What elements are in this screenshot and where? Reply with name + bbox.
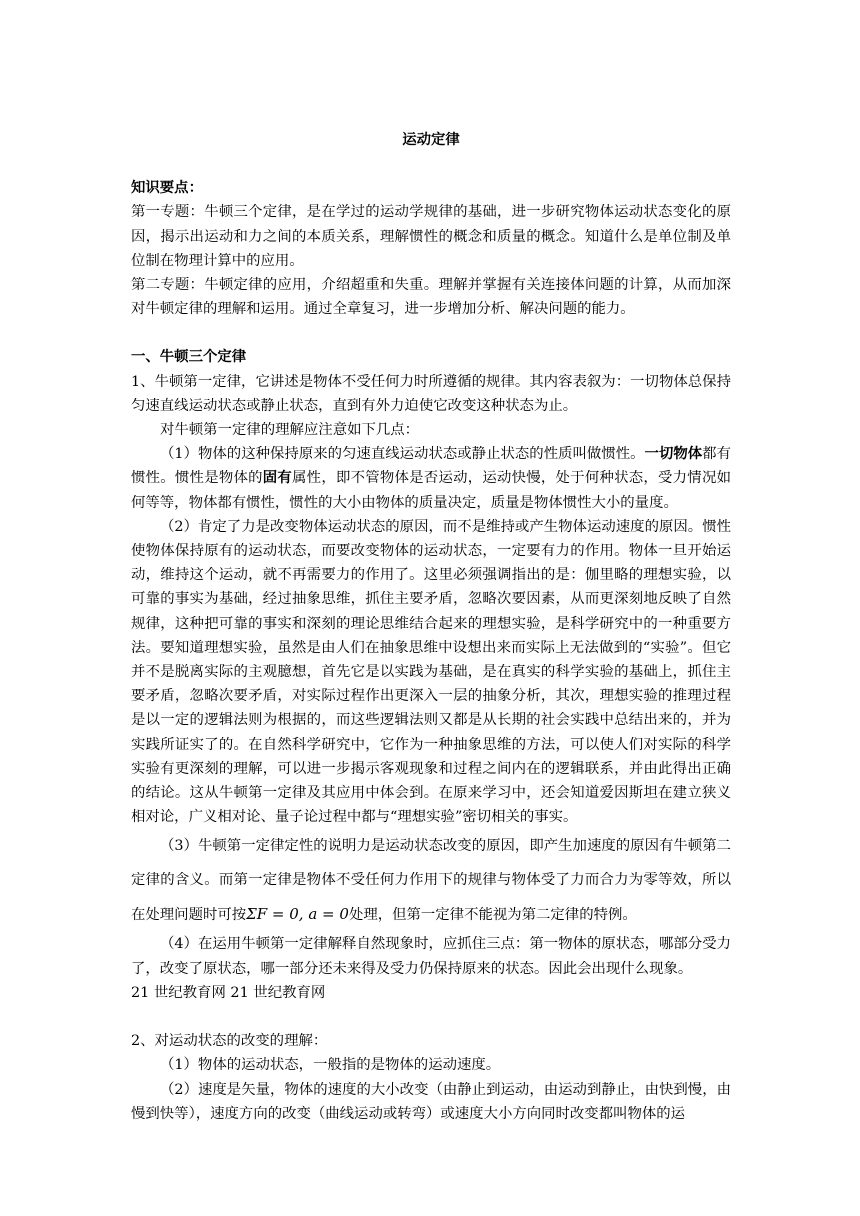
item-1-bold-b: 固有 [262,469,293,487]
item-1-text-b: 都有惯性。惯性是物体的 [131,446,731,487]
item-3-text-b: 处理，但第一定律不能视为第二定律的特例。 [348,907,637,924]
spacer [131,1005,731,1029]
motion-state-item-1: （1）物体的运动状态，一般指的是物体的运动速度。 [160,1057,501,1074]
knowledge-topic-2: 第二专题：牛顿定律的应用，介绍超重和失重。理解并掌握有关连接体问题的计算，从而加深对牛顿定律的理解和运用。通过全章复习，进一步增加分析、解决问题的能力。 [131,277,731,318]
motion-state-heading: 2、对运动状态的改变的理解： [131,1033,328,1050]
knowledge-topic-1: 第一专题：牛顿三个定律，是在学过的运动学规律的基础，进一步研究物体运动状态变化的原因，揭示出运动和力之间的本质关系，理解惯性的概念和质量的概念。知道什么是单位制及单位制在物理计算中的应用。 [131,204,731,269]
law-1-item-3 [131,829,731,932]
section-1-heading: 一、牛顿三个定律 [131,348,247,366]
law-1-item-4: （4）在运用牛顿第一定律解释自然现象时，应抓住三点：第一物体的原状态，哪部分受力了，改变了原状态，哪一部分还未来得及受力仍保持原来的状态。因此会出现什么现象。 [131,936,731,977]
law-1-paragraph: 1、牛顿第一定律，它讲述是物体不受任何力时所遵循的规律。其内容表叙为：一切物体总保持匀速直线运动状态或静止状态，直到有外力迫使它改变这种状态为止。 [131,373,731,414]
law-1-item-1 [131,442,731,515]
page-title: 运动定律 [402,131,460,148]
item-1-bold-a: 一切物体 [644,445,703,463]
document-body [131,128,731,1126]
item-3-formula: ΣF = 0, a = 0 [246,905,349,924]
item-1-text-c: 属性，即不管物体是否运动，运动快慢，处于何种状态，受力情况如何等等，物体都有惯性，惯性的大小由物体的质量决定，质量是物体惯性大小的量度。 [131,470,731,511]
item-1-text-a: （1）物体的这种保持原来的匀速直线运动状态或静止状态的性质叫做惯性。 [160,446,645,463]
item-3-text-a: （3）牛顿第一定律定性的说明力是运动状态改变的原因，即产生加速度的原因有牛顿第二定律的含义。而第一定律是物体不受任何力作用下的规律与物体受了力而合力为零等效，所以在处理问题时可按 [131,838,731,924]
watermark-text: 21 世纪教育网 21 世纪教育网 [131,984,326,1001]
spacer [131,321,731,345]
law-1-item-2: （2）肯定了力是改变物体运动状态的原因，而不是维持或产生物体运动速度的原因。惯性使物体保持原有的运动状态，而要改变物体的运动状态，一定要有力的作用。物体一旦开始运动，维持这个运动，就不再需要力的作用了。这里必须强调指出的是：伽里略的理想实验，以可靠的事实为基础，经过抽象思维，抓住主要矛盾，忽略次要因素，从而更深刻地反映了自然规律，这种把可靠的事实和深刻的理论思维结合起来的理想实验，是科学研究中的一种重要方法。要知道理想实验，虽然是由人们在抽象思维中设想出来而实际上无法做到的“实验”。但它并不是脱离实际的主观臆想，首先它是以实践为基础，是在真实的科学实验的基础上，抓住主要矛盾，忽略次要矛盾，对实际过程作出更深入一层的抽象分析，其次，理想实验的推理过程是以一定的逻辑法则为根据的，而这些逻辑法则又都是从长期的社会实践中总结出来的，并为实践所证实了的。在自然科学研究中，它作为一种抽象思维的方法，可以使人们对实际的科学实验有更深刻的理解，可以进一步揭示客观现象和过程之间内在的逻辑联系，并由此得出正确的结论。这从牛顿第一定律及其应用中体会到。在原来学习中，还会知道爱因斯坦在建立狭义相对论，广义相对论、量子论过程中都与“理想实验”密切相关的事实。 [131,518,731,826]
knowledge-heading: 知识要点： [131,179,203,197]
motion-state-item-2: （2）速度是矢量，物体的速度的大小改变（由静止到运动，由运动到静止，由快到慢，由慢到快等），速度方向的改变（曲线运动或转弯）或速度大小方向同时改变都叫物体的运 [131,1081,731,1122]
law-1-notes-intro: 对牛顿第一定律的理解应注意如下几点： [160,422,420,439]
